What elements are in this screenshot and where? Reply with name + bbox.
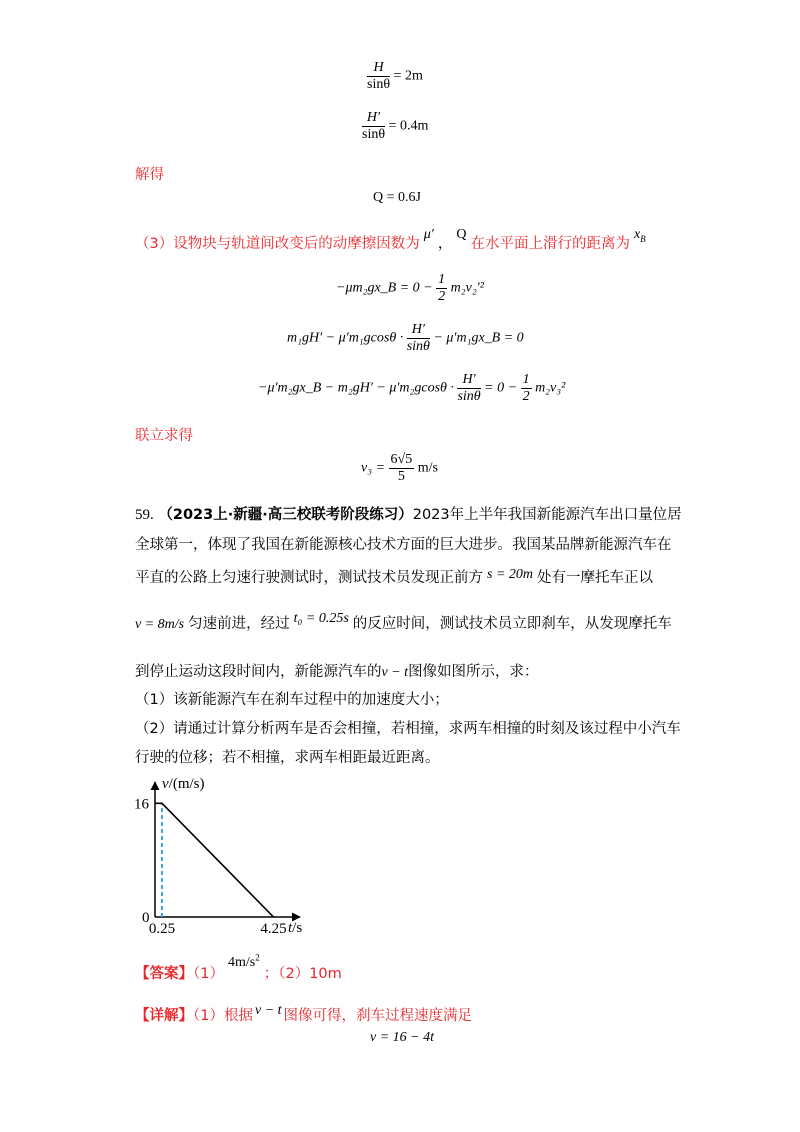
series-line: [155, 803, 274, 917]
detail-line: 【详解】（1）根据 v − t 图像可得，刹车过程速度满足: [135, 1003, 473, 1024]
equation-h-over-sin: $\frac{H}{\sin\theta}$ = 2m: [367, 60, 423, 92]
problem-59-line-4: v = 8m/s 匀速前进，经过 t₀ = 0.25s 的反应时间，测试技术员立即刹车，从发现摩托车: [135, 611, 672, 632]
origin-label: 0: [142, 910, 150, 926]
y-axis-label: v/(m/s): [162, 776, 205, 792]
question-2-line-2: 行驶的位移；若不相撞，求两车相距最近距离。: [135, 750, 440, 766]
problem-59-line-5: 到停止运动这段时间内，新能源汽车的v − t图像如图所示，求：: [135, 664, 539, 680]
problem-59-line-3: 平直的公路上匀速行驶测试时，测试技术员发现正前方 s = 20m 处有一摩托车正以: [135, 567, 654, 586]
x-axis-label: t/s: [288, 920, 303, 936]
question-2-line-1: （2）请通过计算分析两车是否会相撞，若相撞，求两车相撞的时刻及该过程中小汽车: [135, 721, 681, 737]
x-tick-label-4-25: 4.25: [260, 921, 287, 937]
problem-59-line-2: 全球第一，体现了我国在新能源核心技术方面的巨大进步。我国某品牌新能源汽车在: [135, 537, 672, 553]
answer-line: 【答案】$(1)4m/s^2$；（2）10m: [135, 952, 342, 982]
solve-label-2: 联立求得: [135, 428, 193, 444]
part3-intro: （3）设物块与轨道间改变后的动摩擦因数为μ′，Q在水平面上滑行的距离为$x_B$: [135, 227, 646, 252]
equation-hprime-over-sin: $\frac{H'}{\sin\theta}$ = 0.4m: [362, 110, 429, 142]
vt-chart: [120, 770, 320, 940]
question-1: （1）该新能源汽车在刹车过程中的加速度大小；: [135, 692, 449, 708]
y-tick-label-16: 16: [134, 796, 149, 813]
problem-59-line-1: 59. （2023上·新疆·高三校联考阶段练习）2023年上半年我国新能源汽车出口量位居: [135, 507, 682, 523]
velocity-equation: v = 16 − 4t: [370, 1030, 434, 1045]
solve-label: 解得: [135, 167, 164, 183]
equation-energy-b: m₁gH′ − μ′m₁gcosθ · $\frac{H'}{\sin\theta}$ − μ′m₁gx_B = 0: [287, 322, 524, 354]
v3-result: v₃ = $\frac{6√5}{5}$ m/s: [361, 452, 438, 484]
q-result: Q = 0.6J: [373, 190, 421, 205]
equation-energy-c: −μ′m₂gx_B − m₂gH′ − μ′m₂gcosθ · $\frac{H'}{\sin\theta}$ = 0 − $\frac{1}{2}$ m₂v₃²: [258, 372, 566, 404]
x-tick-label-0-25: 0.25: [148, 921, 176, 937]
equation-friction-a: −μm₂gx_B = 0 − $\frac{1}{2}$ m₂v₂′²: [336, 272, 484, 304]
